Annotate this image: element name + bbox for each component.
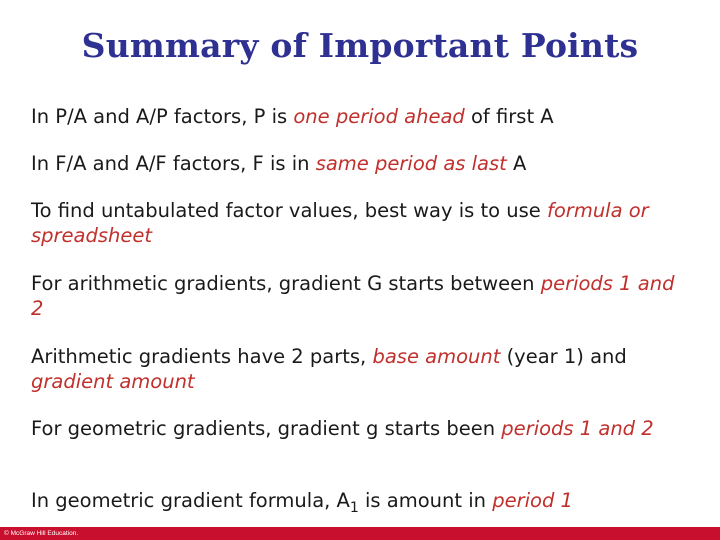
point-text: For geometric gradients, gradient g starts been — [31, 417, 502, 440]
summary-point-3 — [31, 198, 691, 248]
summary-point-6 — [31, 416, 691, 441]
summary-point-2 — [31, 151, 691, 176]
emphasized-text: formula or spreadsheet — [31, 199, 649, 247]
summary-point-7 — [31, 488, 691, 516]
footer-bar — [0, 527, 720, 540]
point-text: A — [506, 152, 527, 175]
emphasized-text: same period as last — [315, 152, 507, 175]
subscript-text: 1 — [349, 499, 359, 516]
summary-point-4 — [31, 271, 691, 321]
point-text: For arithmetic gradients, gradient G starts between — [31, 272, 541, 295]
point-text: (year 1) and — [500, 345, 627, 368]
emphasized-text: base amount — [372, 345, 501, 368]
emphasized-text: one period ahead — [293, 105, 465, 128]
copyright-notice: © McGraw Hill Education. — [4, 530, 79, 537]
point-text: Arithmetic gradients have 2 parts, — [31, 345, 373, 368]
point-text: In F/A and A/F factors, F is in — [31, 152, 316, 175]
summary-point-5 — [31, 344, 691, 394]
point-text: To find untabulated factor values, best way is to use — [31, 199, 548, 222]
point-text: In P/A and A/P factors, P is — [31, 105, 294, 128]
point-text: In geometric gradient formula, A — [31, 489, 350, 512]
point-text: of first A — [464, 105, 554, 128]
emphasized-text: periods 1 and 2 — [31, 272, 675, 320]
point-text: is amount in — [358, 489, 493, 512]
emphasized-text: period 1 — [492, 489, 573, 512]
emphasized-text: gradient amount — [31, 370, 195, 393]
emphasized-text: periods 1 and 2 — [501, 417, 654, 440]
summary-point-1 — [31, 104, 691, 129]
slide-title: Summary of Important Points — [81, 26, 639, 65]
